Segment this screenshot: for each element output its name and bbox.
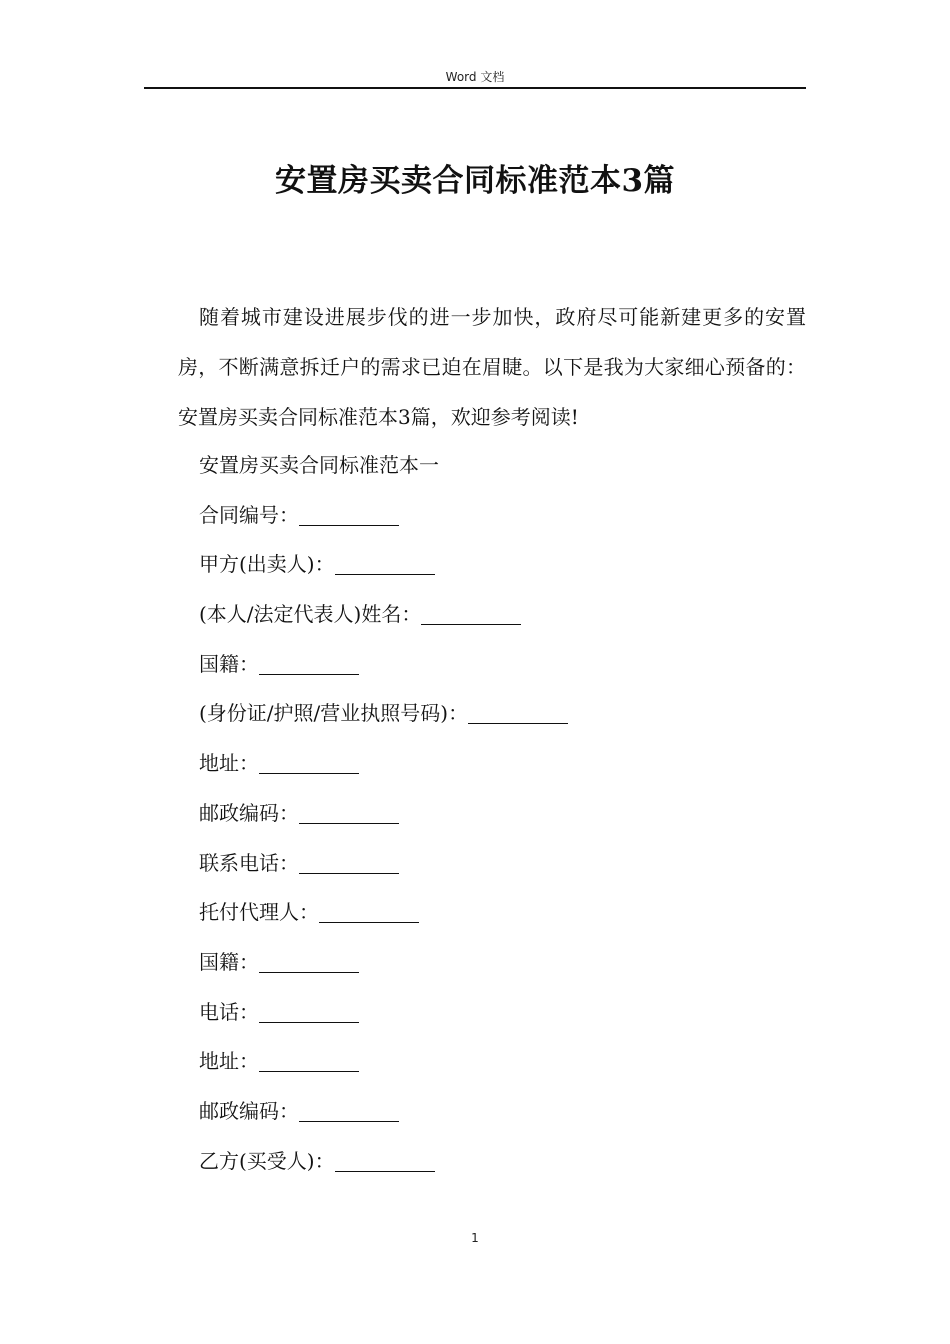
fill-in-blank <box>259 1000 359 1023</box>
fill-in-blank <box>299 503 399 526</box>
fill-in-blank <box>259 950 359 973</box>
field-label: 乙方(买受人)： <box>199 1148 335 1173</box>
field-nationality <box>199 640 799 690</box>
field-label: 合同编号： <box>199 502 299 527</box>
fill-in-blank <box>468 701 568 724</box>
field-agent-nationality <box>199 938 799 988</box>
field-label: 联系电话： <box>199 850 299 875</box>
field-label: 托付代理人： <box>199 900 319 925</box>
fill-in-blank <box>421 602 521 625</box>
field-contract-number <box>199 491 799 541</box>
field-label: (身份证/护照/营业执照号码)： <box>199 701 469 726</box>
fill-in-blank <box>299 801 399 824</box>
field-label: 邮政编码： <box>199 800 299 825</box>
field-label: 国籍： <box>199 651 259 676</box>
field-agent-phone <box>199 988 799 1038</box>
fill-in-blank <box>299 1099 399 1122</box>
field-label: 地址： <box>199 1049 259 1074</box>
field-agent <box>199 888 799 938</box>
field-label: 电话： <box>199 999 259 1024</box>
field-label: 地址： <box>199 751 259 776</box>
fill-in-blank <box>299 851 399 874</box>
header-divider <box>144 87 806 89</box>
field-id-number <box>199 689 799 739</box>
field-label: 国籍： <box>199 949 259 974</box>
field-party-b-buyer <box>199 1137 799 1187</box>
contract-fields <box>199 441 799 1186</box>
field-agent-postal-code <box>199 1087 799 1137</box>
fill-in-blank <box>259 1049 359 1072</box>
fill-in-blank <box>259 652 359 675</box>
fill-in-blank <box>335 552 435 575</box>
section-heading: 安置房买卖合同标准范本一 <box>199 453 439 477</box>
field-party-a-seller <box>199 540 799 590</box>
field-address <box>199 739 799 789</box>
field-postal-code <box>199 789 799 839</box>
field-label: 甲方(出卖人)： <box>199 552 335 577</box>
field-representative-name <box>199 590 799 640</box>
field-phone <box>199 839 799 889</box>
fill-in-blank <box>319 900 419 923</box>
fill-in-blank <box>259 751 359 774</box>
page-number: 1 <box>471 1231 479 1245</box>
field-agent-address <box>199 1037 799 1087</box>
document-title: 安置房买卖合同标准范本3篇 <box>274 163 676 199</box>
field-label: (本人/法定代表人)姓名： <box>199 602 422 627</box>
page-header-label: Word 文档 <box>445 70 505 84</box>
intro-paragraph: 随着城市建设进展步伐的进一步加快，政府尽可能新建更多的安置房，不断满意拆迁户的需求已迫在眉睫。以下是我为大家细心预备的：安置房买卖合同标准范本3篇，欢迎参考阅读! <box>178 305 806 429</box>
fill-in-blank <box>335 1149 435 1172</box>
field-label: 邮政编码： <box>199 1098 299 1123</box>
